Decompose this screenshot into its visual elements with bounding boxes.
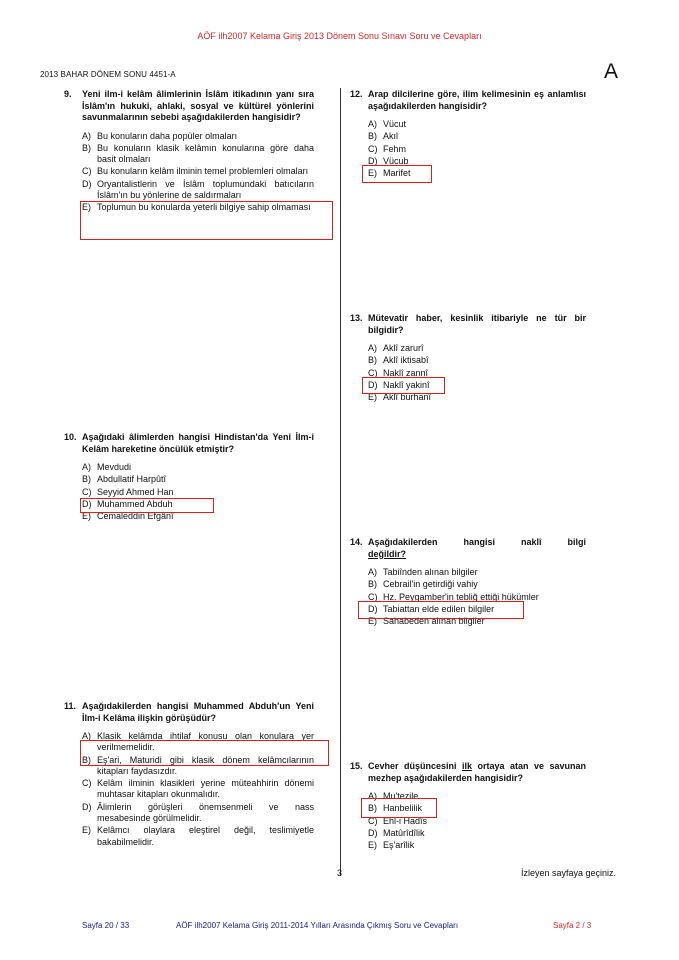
booklet-letter: A <box>604 60 619 83</box>
question-text: Aşağıdakilerden hangisi Muhammed Abduh'un Yeni İlm-i Kelâma ilişkin görüşüdür? <box>82 701 314 723</box>
question-number: 10. <box>64 432 77 442</box>
question-text: Aşağıdakilerden hangisi naklî bilgi değildir? <box>368 537 586 559</box>
option-b: B) Abdullatif Harpûtî <box>82 474 167 485</box>
question-text: Yeni ilm-i kelâm âlimlerinin İslâm itikadının yanı sıra İslâm'ın hukuki, ahlaki, sosyal ve kültürel yönlerini savunmalarının sebebi aşağıdakilerden hangisidir? <box>82 89 314 122</box>
question-9 <box>64 89 314 215</box>
option-b: B) Bu konuların klasik kelâmın konularına göre daha basit olmaları <box>82 142 314 165</box>
question-number: 13. <box>350 313 363 323</box>
exam-code: 2013 BAHAR DÖNEM SONU 4451-A <box>40 70 176 79</box>
answer-mark-q12 <box>362 165 432 183</box>
question-number: 15. <box>350 761 363 771</box>
option-a: A) Aklî zarurî <box>368 343 424 353</box>
option-c: C) Naklî zannî <box>368 367 429 378</box>
option-a: A) Mevdudi <box>82 462 132 472</box>
footer-title: AÖF ilh2007 Kelama Giriş 2011-2014 Yılları Arasında Çıkmış Soru ve Cevapları <box>176 921 459 930</box>
option-c: C) Hz. Peygamber'in tebliğ ettiği hükümler <box>368 591 539 602</box>
question-number: 14. <box>350 537 363 547</box>
option-e: E) Marifet <box>368 168 411 179</box>
option-d: D) Âlimlerin görüşleri önemsenmeli ve nass mesabesinde görülmelidir. <box>82 801 314 824</box>
answer-mark-q14 <box>358 601 524 619</box>
question-number: 12. <box>350 89 363 99</box>
option-d: D) Tabiattan elde edilen bilgiler <box>368 603 495 614</box>
question-text: Cevher düşüncesini ilk ortaya atan ve savunan mezhep aşağıdakilerden hangisidir? <box>368 761 586 783</box>
option-a: A) Tabiînden alınan bilgiler <box>368 567 478 577</box>
footer-page-count: Sayfa 20 / 33 <box>82 921 130 930</box>
option-d: D) Vücub <box>368 155 409 166</box>
option-c: C) Fehm <box>368 143 407 154</box>
option-d: D) Muhammed Abduh <box>82 498 173 509</box>
option-e: E) Sahabeden alınan bilgiler <box>368 616 485 627</box>
option-d: D) Oryantalistlerin ve İslâm toplumundaki batıcıların İslâm'ın bu yönlerine de saldırmaları <box>82 178 314 200</box>
option-a: A) Bu konuların daha popüler olmaları <box>82 130 238 141</box>
option-b: B) Aklî iktisabî <box>368 355 429 366</box>
option-b: B) Eş'ari, Maturidi gibi klasik dönem kelâmcılarının kitapları faydasızdır. <box>82 754 314 776</box>
option-d: D) Naklî yakinî <box>368 379 430 390</box>
option-e: E) Kelâmcı olaylara eleştirel değil, teslimiyetle bakabilmelidir. <box>82 825 314 847</box>
option-e: E) Cemaleddin Efgânî <box>82 511 174 522</box>
option-c: C) Seyyid Ahmed Han <box>82 486 174 497</box>
option-c: C) Bu konuların kelâm ilminin temel problemleri olmaları <box>82 166 309 177</box>
option-e: E) Eş'arîlik <box>368 840 415 851</box>
option-a: A) Klasik kelâmda ihtilaf konusu olan konulara yer verilmemelidir. <box>82 731 314 753</box>
answer-mark-q9 <box>80 201 333 240</box>
page-number: 3 <box>337 868 343 878</box>
answer-mark-q15 <box>361 798 437 818</box>
option-e: E) Aklî burhanî <box>368 392 432 403</box>
option-d: D) Matûrîdîlik <box>368 827 425 838</box>
footer-page-indicator: Sayfa 2 / 3 <box>553 921 592 930</box>
question-11 <box>64 701 314 849</box>
option-b: B) Cebrail'in getirdiği vahiy <box>368 579 478 590</box>
document-top-title: AÖF ilh2007 Kelama Giriş 2013 Dönem Sonu Sınavı Soru ve Cevapları <box>197 31 482 41</box>
option-e: E) Toplumun bu konularda yeterli bilgiye sahip olmaması <box>82 202 311 213</box>
option-c: C) Kelâm ilminin klasikleri yerine müteahhirin dönemi muhtasar kitapları okunmalıdır. <box>82 778 314 800</box>
answer-mark-q10 <box>80 498 214 513</box>
question-text: Aşağıdaki âlimlerden hangisi Hindistan'da Yeni İlm-i Kelâm hareketine öncülük etmiştir? <box>82 432 314 454</box>
question-text: Arap dilcilerine göre, ilim kelimesinin eş anlamlısı aşağıdakilerden hangisidir? <box>368 89 586 111</box>
option-a: A) Vücut <box>368 119 407 129</box>
next-page-instruction: İzleyen sayfaya geçiniz. <box>521 868 617 878</box>
option-b: B) Akıl <box>368 131 399 142</box>
question-number: 9. <box>64 89 72 99</box>
column-divider <box>340 88 341 876</box>
question-number: 11. <box>64 701 77 711</box>
option-c: C) Ehl-i Hadîs <box>368 815 428 826</box>
answer-mark-q13 <box>362 377 445 394</box>
option-b: B) Hanbelilik <box>368 803 423 814</box>
option-a: A) Mu'tezile <box>368 791 419 801</box>
question-text: Mütevatir haber, kesinlik itibariyle ne tür bir bilgidir? <box>368 313 586 335</box>
answer-mark-q11 <box>80 740 329 766</box>
